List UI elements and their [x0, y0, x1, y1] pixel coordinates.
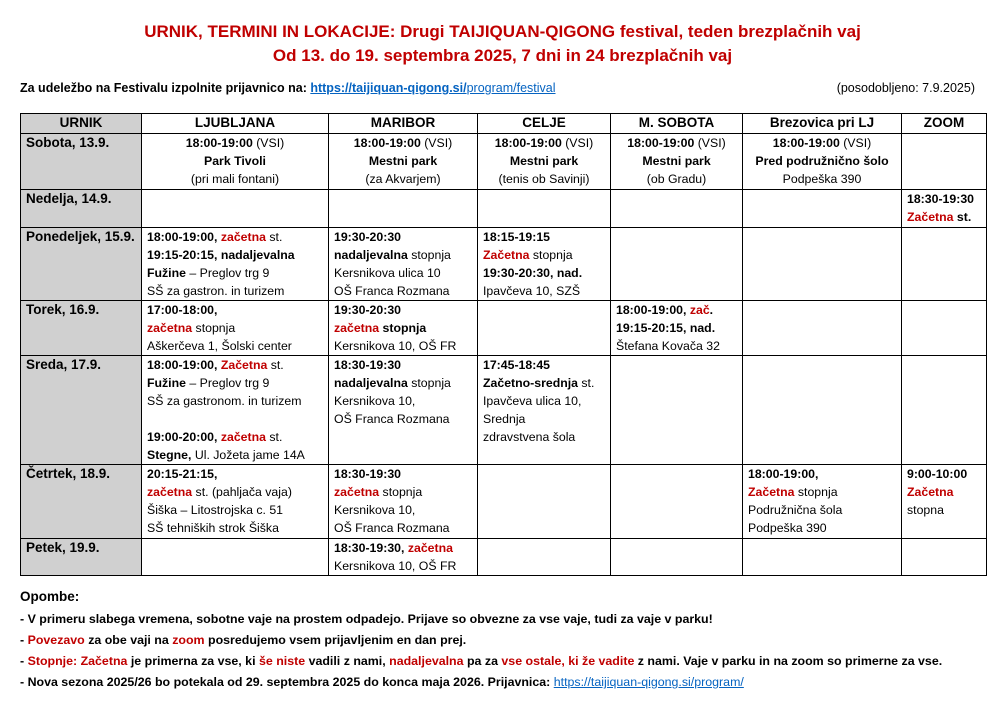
season-registration-link[interactable]: https://taijiquan-qigong.si/program/: [553, 675, 744, 689]
table-row: [21, 228, 987, 301]
cell-mon-brezovica: [743, 228, 902, 301]
day-tuesday: Torek, 16.9.: [21, 301, 142, 356]
registration-link-path: program/festival: [466, 81, 556, 95]
cell-mon-maribor: 19:30-20:30 nadaljevalna stopnja Kersnikova ulica 10 OŠ Franca Rozmana: [329, 228, 478, 301]
cell-mon-ljubljana: 18:00-19:00, začetna st. 19:15-20:15, nadaljevalna Fužine – Preglov trg 9 SŠ za gastron. in turizem: [142, 228, 329, 301]
registration-link[interactable]: [310, 81, 555, 95]
cell-mon-zoom: [902, 228, 987, 301]
header-zoom: ZOOM: [902, 114, 987, 134]
header-ljubljana: LJUBLJANA: [142, 114, 329, 134]
header-urnik: URNIK: [21, 114, 142, 134]
day-monday: Ponedeljek, 15.9.: [21, 228, 142, 301]
header-celje: CELJE: [478, 114, 611, 134]
table-row: [21, 301, 987, 356]
day-friday: Petek, 19.9.: [21, 539, 142, 576]
note-2: - Povezavo za obe vaji na zoom posredujemo vsem prijavljenim en dan prej.: [20, 633, 467, 647]
cell-mon-msobota: [611, 228, 743, 301]
notes-section: [20, 589, 990, 693]
title-line-2: Od 13. do 19. septembra 2025, 7 dni in 24 brezplačnih vaj: [272, 46, 733, 65]
cell-tue-maribor: 19:30-20:30 začetna stopnja Kersnikova 10, OŠ FR: [329, 301, 478, 356]
note-3: - Stopnje: Začetna je primerna za vse, ki še niste vadili z nami, nadaljevalna pa za vse ostale, ki že vadite z nami. Vaje v parku in na zoom so primerne za vse.: [20, 654, 943, 668]
updated-date: (posodobljeno: 7.9.2025): [836, 81, 975, 95]
cell-mon-celje: 18:15-19:15 Začetna stopnja 19:30-20:30, nad. Ipavčeva 10, SZŠ: [478, 228, 611, 301]
title-line-1: URNIK, TERMINI IN LOKACIJE: Drugi TAIJIQUAN-QIGONG festival, teden brezplačnih vaj: [144, 22, 861, 41]
cell-sun-msobota: [611, 190, 743, 228]
cell-wed-celje: 17:45-18:45 Začetno-srednja st. Ipavčeva ulica 10, Srednja zdravstvena šola: [478, 356, 611, 465]
cell-fri-celje: [478, 539, 611, 576]
header-maribor: MARIBOR: [329, 114, 478, 134]
note-4: - Nova sezona 2025/26 bo potekala od 29. septembra 2025 do konca maja 2026. Prijavnica: https://taijiquan-qigong.si/program/: [20, 675, 744, 689]
note-1: - V primeru slabega vremena, sobotne vaje na prostem odpadejo. Prijave so obvezne za vse vaje, tudi za vaje v parku!: [20, 612, 713, 626]
cell-sun-celje: [478, 190, 611, 228]
cell-thu-brezovica: 18:00-19:00, Začetna stopnja Podružnična šola Podpeška 390: [743, 465, 902, 539]
registration-label: Za udeležbo na Festivalu izpolnite prijavnico na:: [20, 81, 307, 95]
cell-tue-celje: [478, 301, 611, 356]
cell-thu-msobota: [611, 465, 743, 539]
cell-fri-zoom: [902, 539, 987, 576]
cell-wed-maribor: 18:30-19:30 nadaljevalna stopnja Kersnikova 10, OŠ Franca Rozmana: [329, 356, 478, 465]
cell-sat-msobota: 18:00-19:00 (VSI) Mestni park (ob Gradu): [611, 134, 743, 190]
cell-fri-ljubljana: [142, 539, 329, 576]
cell-wed-msobota: [611, 356, 743, 465]
table-header-row: [21, 114, 987, 134]
header-m-sobota: M. SOBOTA: [611, 114, 743, 134]
day-thursday: Četrtek, 18.9.: [21, 465, 142, 539]
cell-fri-brezovica: [743, 539, 902, 576]
cell-thu-maribor: 18:30-19:30 začetna stopnja Kersnikova 10, OŠ Franca Rozmana: [329, 465, 478, 539]
registration-line: [20, 81, 975, 95]
cell-tue-msobota: 18:00-19:00, zač. 19:15-20:15, nad. Štefana Kovača 32: [611, 301, 743, 356]
cell-sat-celje: 18:00-19:00 (VSI) Mestni park (tenis ob Savinji): [478, 134, 611, 190]
cell-thu-ljubljana: 20:15-21:15, začetna st. (pahljača vaja) Šiška – Litostrojska c. 51 SŠ tehniških strok Šiška: [142, 465, 329, 539]
cell-sun-ljubljana: [142, 190, 329, 228]
schedule-table: [20, 113, 987, 576]
cell-wed-ljubljana: 18:00-19:00, Začetna st. Fužine – Preglov trg 9 SŠ za gastronom. in turizem 19:00-20:00, začetna st. Stegne, Ul. Jožeta jame 14A: [142, 356, 329, 465]
cell-sun-zoom: 18:30-19:30 Začetna st.: [902, 190, 987, 228]
cell-thu-zoom: 9:00-10:00 Začetna stopna: [902, 465, 987, 539]
table-row: [21, 356, 987, 465]
cell-tue-zoom: [902, 301, 987, 356]
cell-sun-brezovica: [743, 190, 902, 228]
table-row: [21, 190, 987, 228]
cell-fri-msobota: [611, 539, 743, 576]
cell-sat-zoom: [902, 134, 987, 190]
cell-tue-ljubljana: 17:00-18:00, začetna stopnja Aškerčeva 1, Šolski center: [142, 301, 329, 356]
cell-sun-maribor: [329, 190, 478, 228]
table-row: [21, 134, 987, 190]
cell-wed-brezovica: [743, 356, 902, 465]
table-row: [21, 465, 987, 539]
registration-link-domain: https://taijiquan-qigong.si/: [310, 81, 467, 95]
day-wednesday: Sreda, 17.9.: [21, 356, 142, 465]
notes-heading: Opombe:: [20, 589, 80, 604]
day-sunday: Nedelja, 14.9.: [21, 190, 142, 228]
cell-wed-zoom: [902, 356, 987, 465]
cell-sat-maribor: 18:00-19:00 (VSI) Mestni park (za Akvarjem): [329, 134, 478, 190]
cell-tue-brezovica: [743, 301, 902, 356]
cell-thu-celje: [478, 465, 611, 539]
cell-sat-brezovica: 18:00-19:00 (VSI) Pred podružnično šolo Podpeška 390: [743, 134, 902, 190]
cell-fri-maribor: 18:30-19:30, začetna Kersnikova 10, OŠ FR: [329, 539, 478, 576]
day-saturday: Sobota, 13.9.: [21, 134, 142, 190]
table-row: [21, 539, 987, 576]
cell-sat-ljubljana: 18:00-19:00 (VSI) Park Tivoli (pri mali fontani): [142, 134, 329, 190]
header-brezovica: Brezovica pri LJ: [743, 114, 902, 134]
